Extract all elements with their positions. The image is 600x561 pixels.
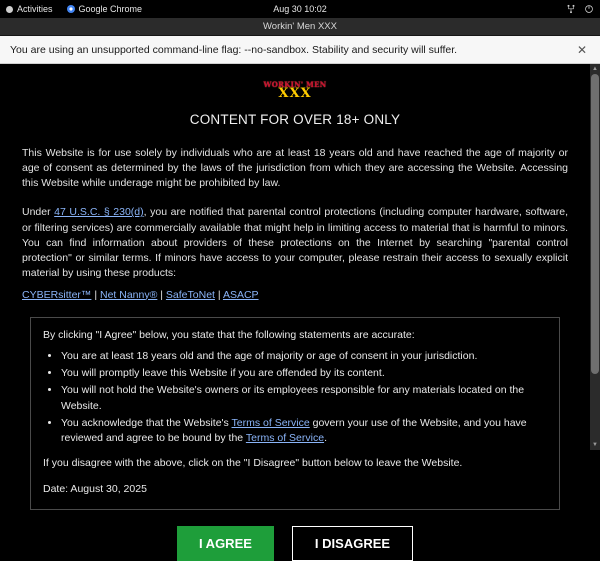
activities-icon [6, 6, 13, 13]
window-titlebar [0, 18, 600, 36]
command-line-flag-infobar [0, 36, 600, 64]
agreement-lead: By clicking "I Agree" below, you state that the following statements are accurate: [43, 328, 415, 341]
close-icon[interactable]: ✕ [576, 42, 588, 57]
top-bar-right[interactable] [566, 4, 594, 14]
infobar-message: You are using an unsupported command-line flag: --no-sandbox. Stability and security will suffer. [10, 43, 458, 56]
bullet4-post: . [324, 432, 327, 445]
paragraph2-pre: Under [22, 206, 55, 219]
agreement-box [30, 317, 560, 510]
system-top-bar [0, 0, 600, 18]
cybersitter-link[interactable]: CYBERsitter™ [22, 288, 92, 301]
safetonet-link[interactable]: SafeToNet [165, 288, 215, 301]
bullet4-mid: govern your use of the Website, and you have reviewed and agree to be bound by the [61, 416, 527, 445]
list-item: • You will promptly leave this Website if you are offended by its content. [61, 366, 547, 381]
filter-products-links [22, 288, 568, 303]
age-verification-page [0, 64, 590, 551]
agreement-date: Date: August 30, 2025 [43, 482, 147, 495]
scrollbar-thumb[interactable] [591, 74, 599, 374]
terms-of-service-link-1[interactable]: Terms of Service [231, 416, 310, 429]
clock[interactable]: Aug 30 10:02 [273, 4, 327, 14]
sep-1: | [91, 288, 100, 301]
netnanny-link[interactable]: Net Nanny® [100, 288, 158, 301]
disagree-note: If you disagree with the above, click on the "I Disagree" button below to leave the Website. [43, 457, 463, 470]
logo-line-1: WORKIN' MEN [263, 80, 327, 89]
parental-controls-paragraph [22, 205, 568, 281]
sep-3: | [214, 288, 223, 301]
chrome-icon [67, 5, 75, 13]
scroll-up-icon[interactable]: ▲ [592, 66, 598, 72]
activities-button[interactable] [6, 4, 53, 14]
disagree-button[interactable]: I DISAGREE [292, 526, 413, 561]
bullet4-pre: You acknowledge that the Website's [61, 416, 232, 429]
terms-of-service-link-2[interactable]: Terms of Service [245, 432, 325, 445]
scroll-down-icon[interactable]: ▼ [592, 442, 598, 448]
usc-230d-link[interactable]: 47 U.S.C. § 230(d) [54, 206, 144, 219]
page-scrollbar[interactable] [590, 64, 600, 450]
top-bar-left [6, 4, 142, 14]
sep-2: | [157, 288, 166, 301]
action-buttons [22, 526, 568, 561]
age-paragraph: This Website is for use solely by individuals who are at least 18 years old and have reached the age of majority or age of consent as determined by the laws of the jurisdiction from which they are accessing the Website. Accessing this Website while underage might be prohibited by law. [22, 146, 568, 190]
logo-line-2: XXX [278, 86, 312, 101]
page-viewport [0, 64, 600, 551]
window-title: Workin' Men XXX [263, 21, 337, 32]
agreement-bullets [43, 349, 547, 446]
agree-button[interactable]: I AGREE [177, 526, 274, 561]
list-item: • You are at least 18 years old and the age of majority or age of consent in your jurisdiction. [61, 349, 547, 364]
activities-label: Activities [17, 4, 53, 14]
page-title: CONTENT FOR OVER 18+ ONLY [189, 112, 401, 128]
list-item: • You will not hold the Website's owners or its employees responsible for any materials located on the Website. [61, 383, 547, 413]
chrome-window-button[interactable] [67, 4, 143, 14]
network-icon [566, 4, 576, 14]
power-icon [584, 4, 594, 14]
chrome-label: Google Chrome [78, 4, 143, 14]
browser-window [0, 18, 600, 551]
asacp-link[interactable]: ASACP [222, 288, 259, 301]
list-item-terms [61, 416, 547, 446]
paragraph2-post: , you are notified that parental control protections (including computer hardware, software, or filtering services) are commercially available that might help in limiting access to material that is harmful to minors. You can find information about providers of these protections on the Internet by searching "parental control protection" or similar terms. If minors have access to your computer, please restrain their access to sexually explicit material by using these products: [22, 206, 569, 280]
site-logo[interactable] [22, 80, 568, 102]
